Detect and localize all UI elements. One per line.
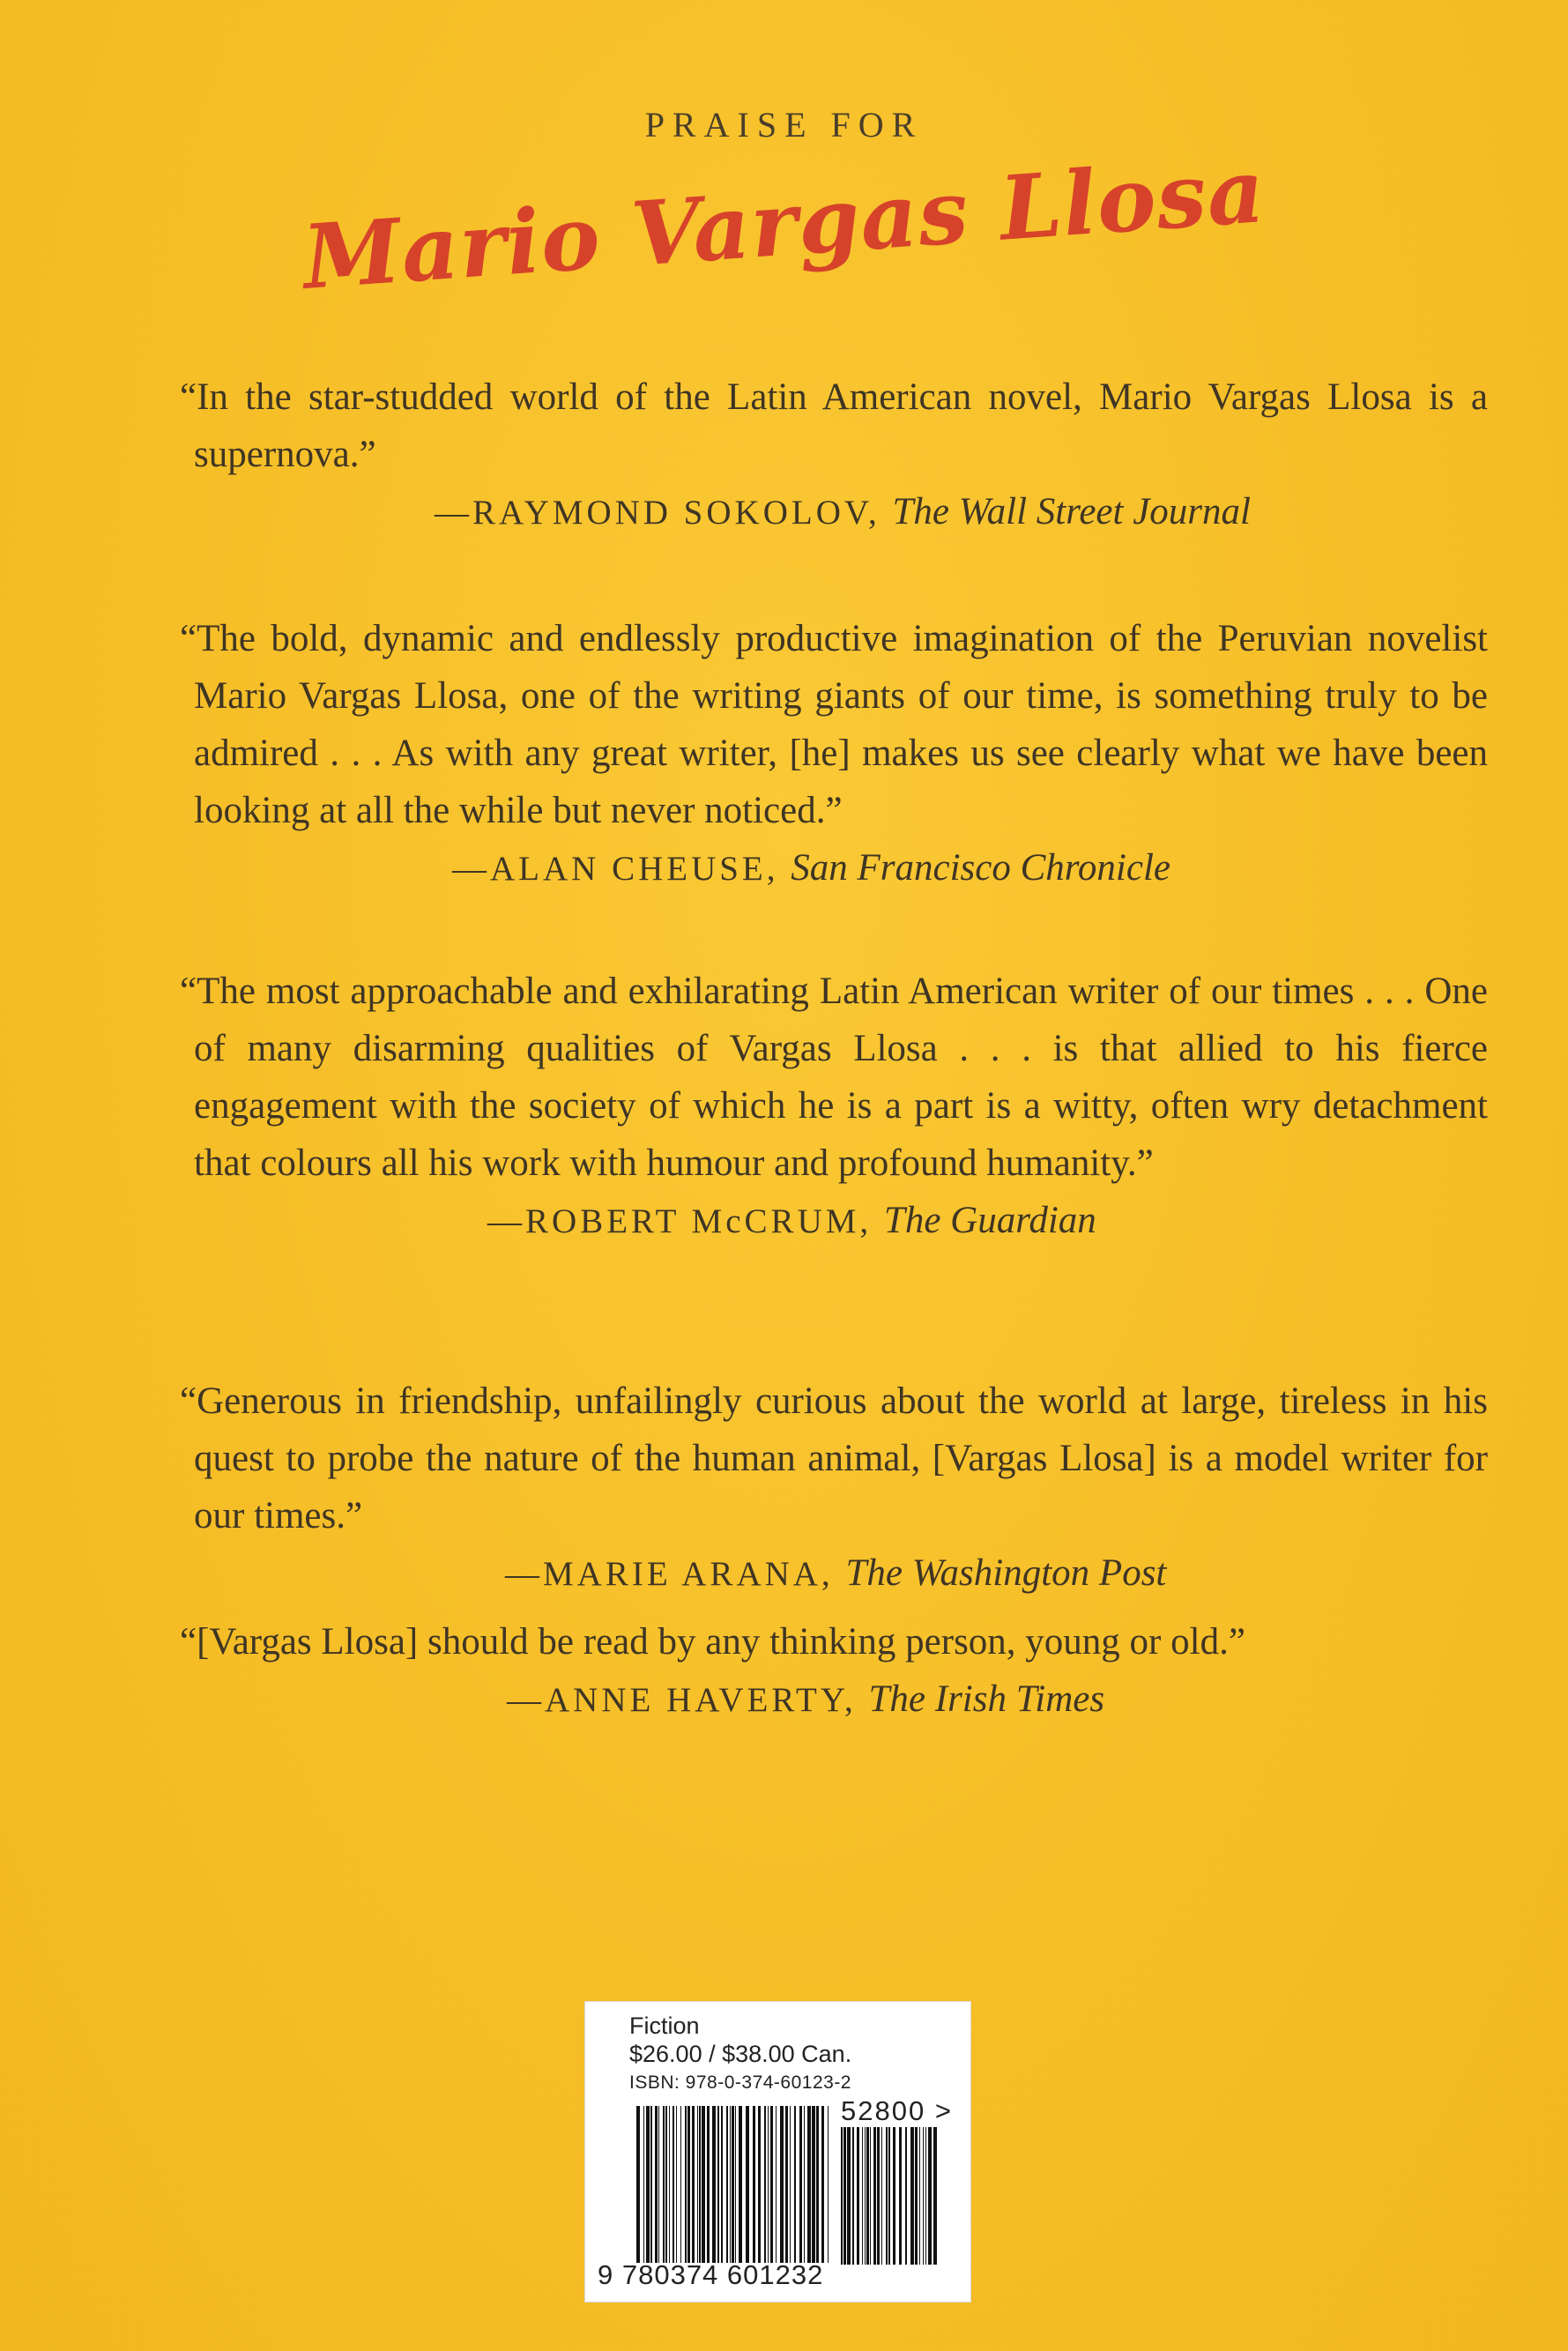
barcode-bar bbox=[669, 2106, 670, 2263]
barcode-bar bbox=[735, 2106, 736, 2263]
reviewer-name: —RAYMOND SOKOLOV, bbox=[435, 494, 893, 532]
barcode-bar bbox=[663, 2106, 665, 2263]
barcode-price: $26.00 / $38.00 Can. bbox=[629, 2041, 852, 2067]
barcode-bar bbox=[843, 2127, 846, 2265]
reviewer-name: —MARIE ARANA, bbox=[505, 1555, 846, 1593]
barcode-bar bbox=[873, 2127, 876, 2265]
barcode-bar bbox=[886, 2127, 888, 2265]
praise-for-heading: PRAISE FOR bbox=[644, 105, 924, 145]
barcode-bar bbox=[707, 2106, 710, 2263]
barcode-bar bbox=[919, 2127, 920, 2265]
barcode-bar bbox=[687, 2106, 690, 2263]
barcode-bar bbox=[816, 2106, 819, 2263]
barcode-bar bbox=[828, 2106, 829, 2263]
barcode-bar bbox=[804, 2106, 805, 2263]
publication-name: The Wall Street Journal bbox=[892, 491, 1251, 532]
barcode-bar bbox=[785, 2106, 788, 2263]
quote-text: “In the star-studded world of the Latin American novel, Mario Vargas Llosa is a supernova.” bbox=[180, 376, 1488, 475]
review-quote bbox=[175, 1613, 1488, 1728]
barcode-bar bbox=[852, 2127, 854, 2265]
barcode-bar bbox=[692, 2106, 695, 2263]
barcode-bar bbox=[928, 2127, 932, 2265]
barcode-bar bbox=[847, 2127, 851, 2265]
review-quote bbox=[175, 368, 1488, 540]
barcode-bar bbox=[799, 2106, 802, 2263]
barcode-digits: 9 780374 601232 bbox=[598, 2259, 824, 2290]
barcode-bar bbox=[643, 2106, 644, 2263]
barcode-bar bbox=[870, 2127, 871, 2265]
barcode-bar bbox=[753, 2106, 755, 2263]
barcode-addon-digits: 52800 > bbox=[841, 2095, 953, 2126]
barcode-bar bbox=[893, 2127, 895, 2265]
publication-name: The Irish Times bbox=[868, 1678, 1105, 1720]
barcode-bar bbox=[866, 2127, 869, 2265]
review-quote bbox=[175, 610, 1488, 897]
barcode-bar bbox=[746, 2106, 749, 2263]
barcode-bar bbox=[758, 2106, 761, 2263]
barcode-bar bbox=[899, 2127, 902, 2265]
barcode-bar bbox=[794, 2106, 796, 2263]
barcode-bar bbox=[841, 2127, 843, 2265]
reviewer-name: —ALAN CHEUSE, bbox=[452, 850, 791, 888]
barcode-label bbox=[584, 2001, 971, 2303]
quote-text: “[Vargas Llosa] should be read by any thinking person, young or old.” bbox=[180, 1621, 1245, 1663]
quote-text: “The bold, dynamic and endlessly productive imagination of the Peruvian novelist Mario Vargas Llosa, one of the writing giants of our time, is something truly to be admired . . . As with any great writer, [he] makes us see clearly what we have been looking at all the while but never noticed.” bbox=[180, 618, 1488, 831]
quote-attribution bbox=[175, 485, 1488, 540]
publication-name: The Guardian bbox=[883, 1200, 1096, 1241]
barcode-bar bbox=[739, 2106, 742, 2263]
barcode-bar bbox=[730, 2106, 731, 2263]
barcode-bar bbox=[807, 2106, 811, 2263]
barcode-isbn: ISBN: 978-0-374-60123-2 bbox=[629, 2072, 851, 2093]
author-name-script: Mario Vargas Llosa bbox=[299, 138, 1269, 309]
barcode-bar bbox=[699, 2106, 701, 2263]
quote-attribution bbox=[175, 841, 1488, 897]
barcode-bar bbox=[865, 2127, 866, 2265]
barcode-bar bbox=[650, 2106, 652, 2263]
reviewer-name: —ANNE HAVERTY, bbox=[507, 1681, 869, 1719]
barcode-bar bbox=[726, 2106, 728, 2263]
barcode-bar bbox=[857, 2127, 859, 2265]
barcode-bar bbox=[697, 2106, 698, 2263]
quote-text: “Generous in friendship, unfailingly curious about the world at large, tireless in his quest to probe the nature of the human animal, [Vargas Llosa] is a model writer for our times.” bbox=[180, 1380, 1488, 1536]
barcode-bar bbox=[702, 2106, 705, 2263]
barcode-bar bbox=[933, 2127, 937, 2265]
publication-name: San Francisco Chronicle bbox=[791, 847, 1170, 889]
barcode-bar bbox=[676, 2106, 677, 2263]
barcode-bar bbox=[768, 2106, 769, 2263]
quote-text: “The most approachable and exhilarating Latin American writer of our times . . . One of many disarming qualities of Vargas Llosa . . . is that allied to his fierce engagement with the society of which he is a part is a witty, often wry detachment that colours all his work with humour and profound humanity.” bbox=[180, 971, 1488, 1184]
barcode-bar bbox=[881, 2127, 882, 2265]
barcode-bars bbox=[636, 2106, 832, 2263]
barcode-bar bbox=[776, 2106, 777, 2263]
barcode-bar bbox=[673, 2106, 674, 2263]
barcode-bar bbox=[770, 2106, 773, 2263]
review-quote bbox=[175, 963, 1488, 1249]
barcode-bar bbox=[665, 2106, 667, 2263]
barcode-bar bbox=[862, 2127, 863, 2265]
barcode-bar bbox=[646, 2106, 650, 2263]
barcode-bar bbox=[877, 2127, 880, 2265]
barcode-bar bbox=[732, 2106, 734, 2263]
review-quote bbox=[175, 1373, 1488, 1602]
barcode-bar bbox=[721, 2106, 723, 2263]
barcode-bar bbox=[636, 2106, 640, 2263]
quote-attribution bbox=[175, 1194, 1488, 1249]
barcode-bar bbox=[821, 2106, 824, 2263]
reviewer-name: —ROBERT McCRUM, bbox=[487, 1202, 884, 1240]
barcode-bar bbox=[923, 2127, 924, 2265]
barcode-bar bbox=[888, 2127, 890, 2265]
barcode-bar bbox=[812, 2106, 815, 2263]
barcode-bar bbox=[925, 2127, 926, 2265]
barcode-bar bbox=[680, 2106, 681, 2263]
barcode-bar bbox=[915, 2127, 918, 2265]
quote-attribution bbox=[175, 1546, 1488, 1602]
barcode-bar bbox=[910, 2127, 914, 2265]
barcode-bar bbox=[905, 2127, 907, 2265]
barcode-addon-bars bbox=[841, 2127, 938, 2265]
barcode-bar bbox=[780, 2106, 784, 2263]
barcode-category: Fiction bbox=[629, 2012, 700, 2039]
barcode-bar bbox=[790, 2106, 791, 2263]
publication-name: The Washington Post bbox=[845, 1552, 1167, 1594]
barcode-bar bbox=[655, 2106, 658, 2263]
barcode-bar bbox=[764, 2106, 766, 2263]
quote-attribution bbox=[175, 1672, 1488, 1728]
barcode-bar bbox=[685, 2106, 687, 2263]
barcode-bar bbox=[712, 2106, 716, 2263]
barcode-bar bbox=[717, 2106, 719, 2263]
barcode-bar bbox=[658, 2106, 659, 2263]
